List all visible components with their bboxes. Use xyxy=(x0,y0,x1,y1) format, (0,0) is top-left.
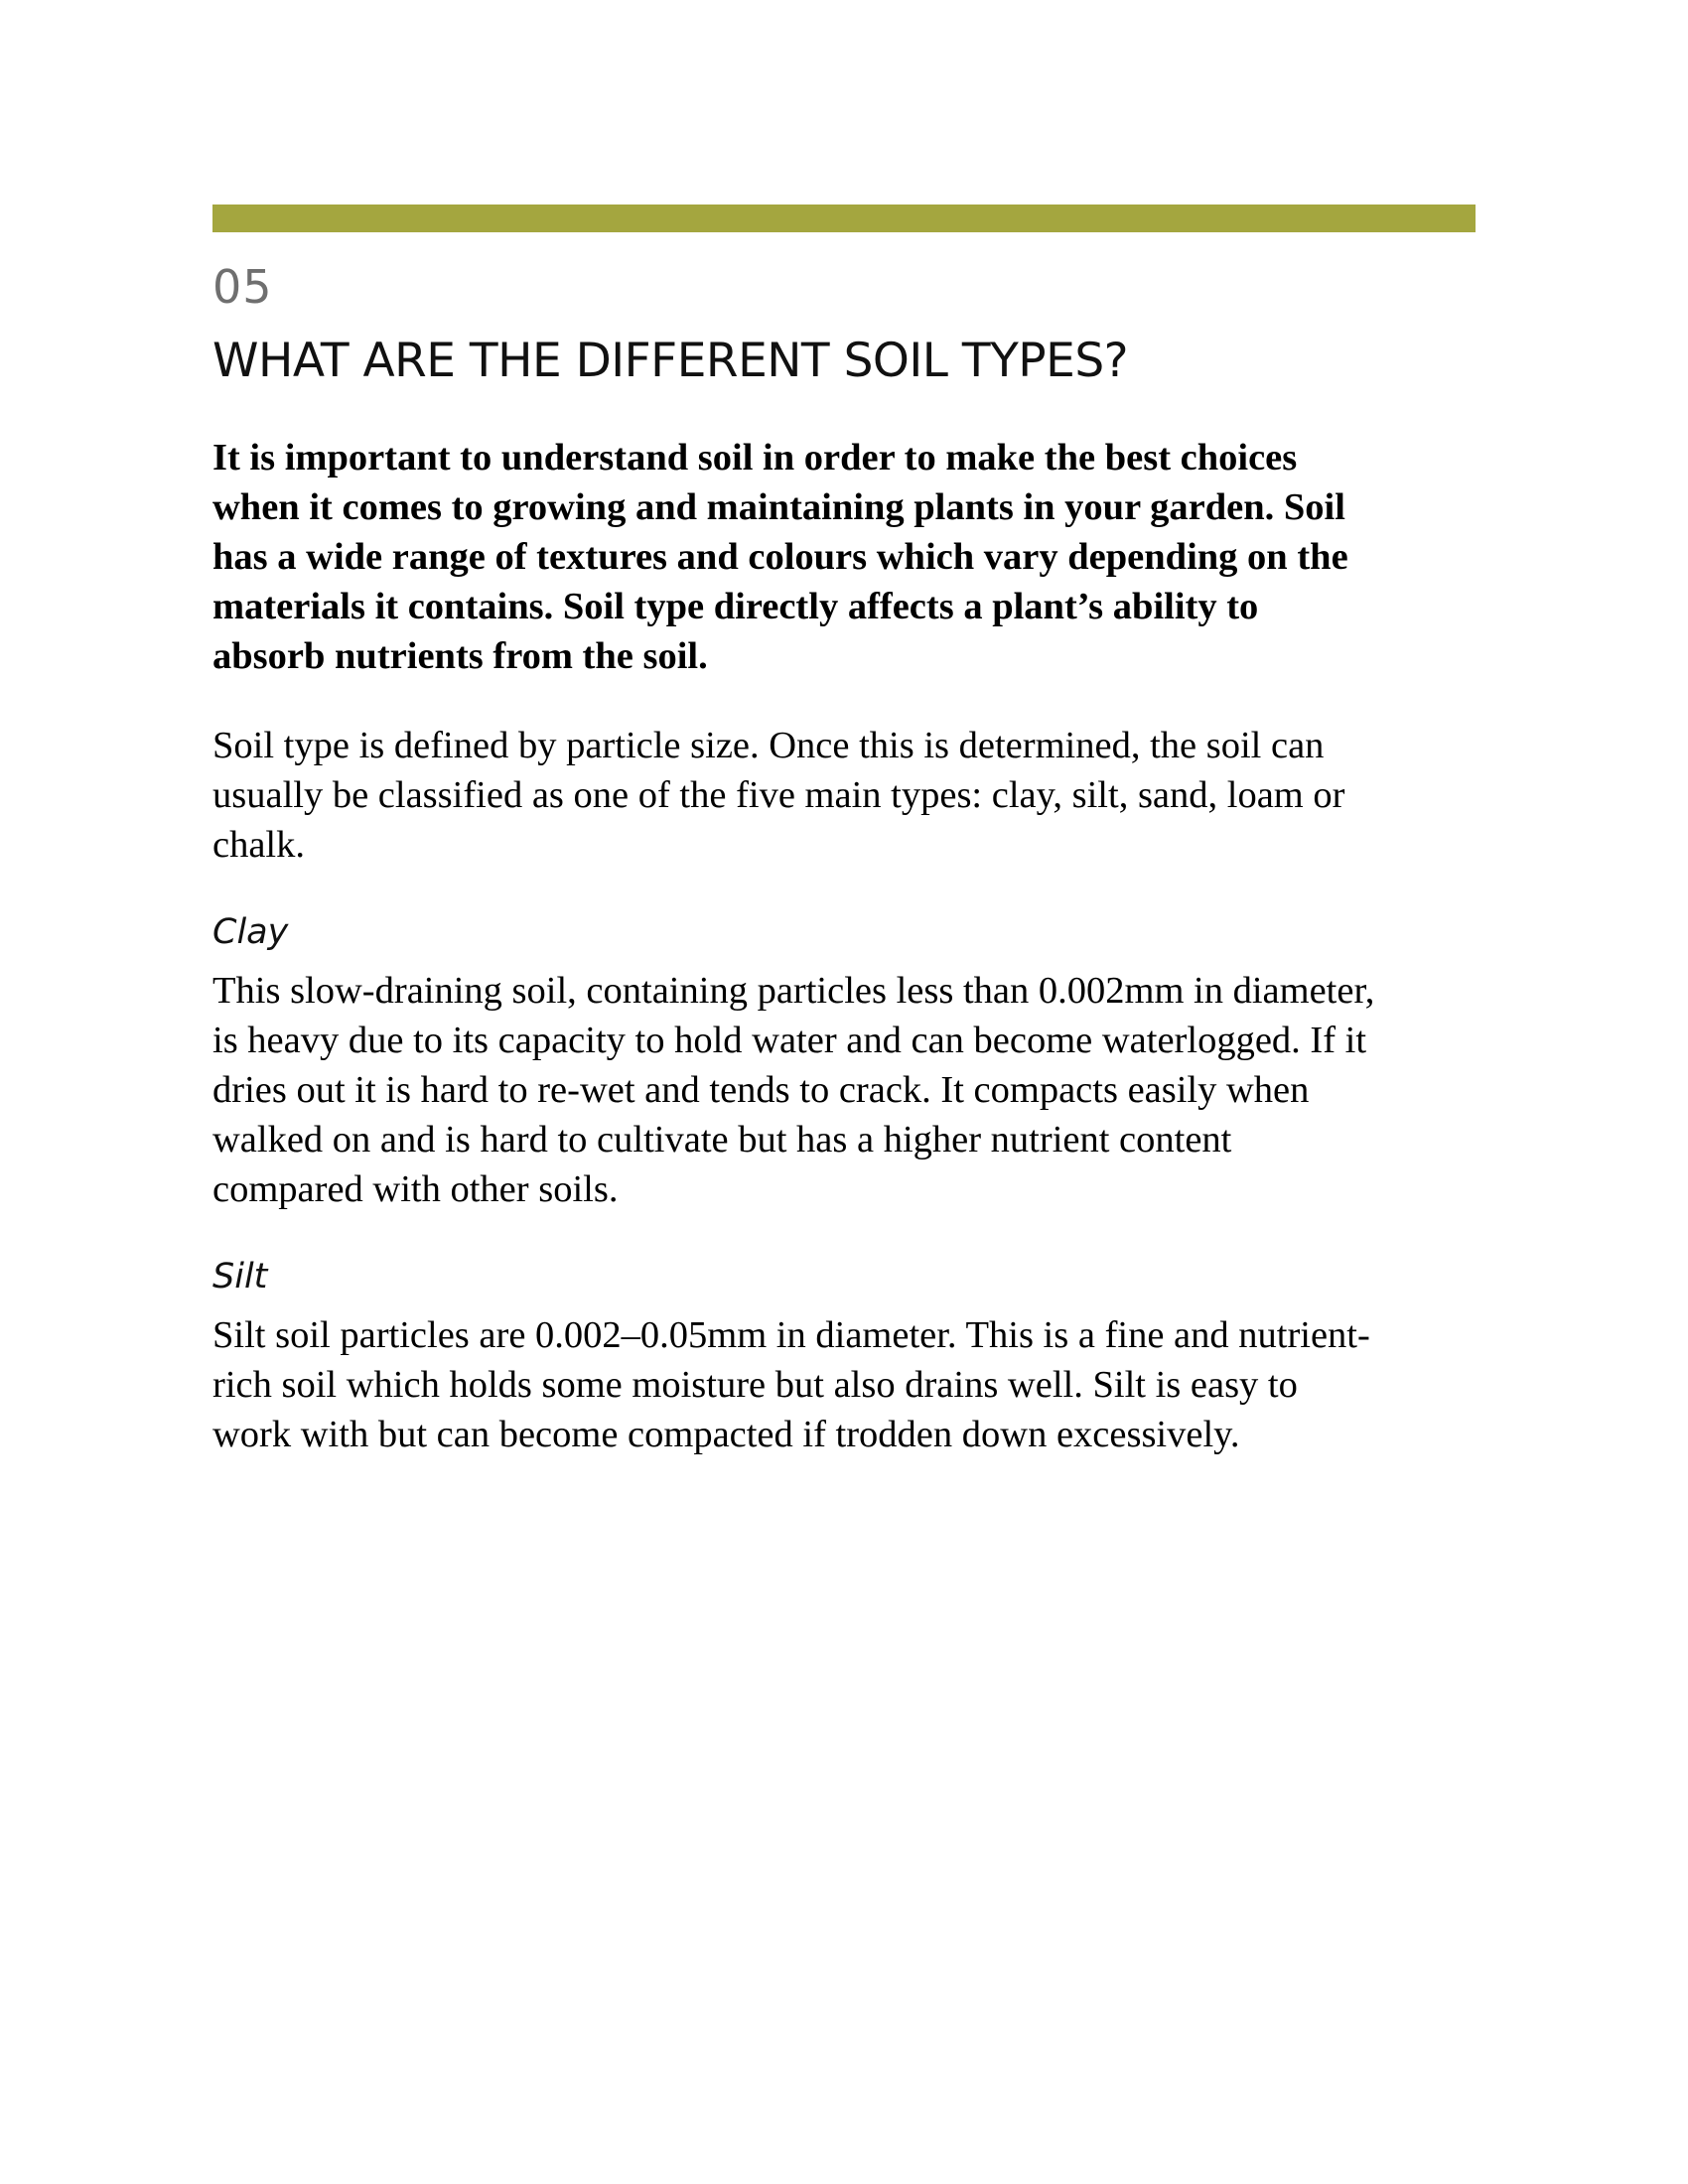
clay-line: This slow-draining soil, containing particles less than 0.002mm in diameter, xyxy=(212,970,1375,1012)
intro-line: absorb nutrients from the soil. xyxy=(212,635,708,677)
clay-line: walked on and is hard to cultivate but has a higher nutrient content xyxy=(212,1119,1232,1160)
clay-line: compared with other soils. xyxy=(212,1168,619,1210)
silt-line: work with but can become compacted if trodden down excessively. xyxy=(212,1414,1240,1455)
section-accent-bar xyxy=(212,205,1476,232)
silt-line: Silt soil particles are 0.002–0.05mm in diameter. This is a fine and nutrient- xyxy=(212,1314,1370,1356)
clay-line: dries out it is hard to re-wet and tends to crack. It compacts easily when xyxy=(212,1069,1310,1111)
overview-paragraph xyxy=(212,721,1476,870)
clay-heading: Clay xyxy=(212,912,289,952)
intro-line: has a wide range of textures and colours which vary depending on the xyxy=(212,536,1348,578)
intro-line: materials it contains. Soil type directly affects a plant’s ability to xyxy=(212,586,1259,627)
clay-paragraph xyxy=(212,966,1476,1214)
silt-paragraph xyxy=(212,1310,1476,1459)
overview-line: Soil type is defined by particle size. Once this is determined, the soil can xyxy=(212,725,1325,766)
overview-line: usually be classified as one of the five main types: clay, silt, sand, loam or xyxy=(212,774,1345,816)
section-number: 05 xyxy=(212,260,273,314)
overview-line: chalk. xyxy=(212,824,305,866)
intro-line: when it comes to growing and maintaining plants in your garden. Soil xyxy=(212,486,1345,528)
intro-paragraph xyxy=(212,433,1476,681)
silt-heading: Silt xyxy=(212,1257,268,1297)
section-title: WHAT ARE THE DIFFERENT SOIL TYPES? xyxy=(212,334,1129,388)
intro-line: It is important to understand soil in order to make the best choices xyxy=(212,437,1298,478)
page-content xyxy=(212,205,1476,1459)
clay-line: is heavy due to its capacity to hold water and can become waterlogged. If it xyxy=(212,1020,1367,1061)
silt-line: rich soil which holds some moisture but also drains well. Silt is easy to xyxy=(212,1364,1298,1406)
